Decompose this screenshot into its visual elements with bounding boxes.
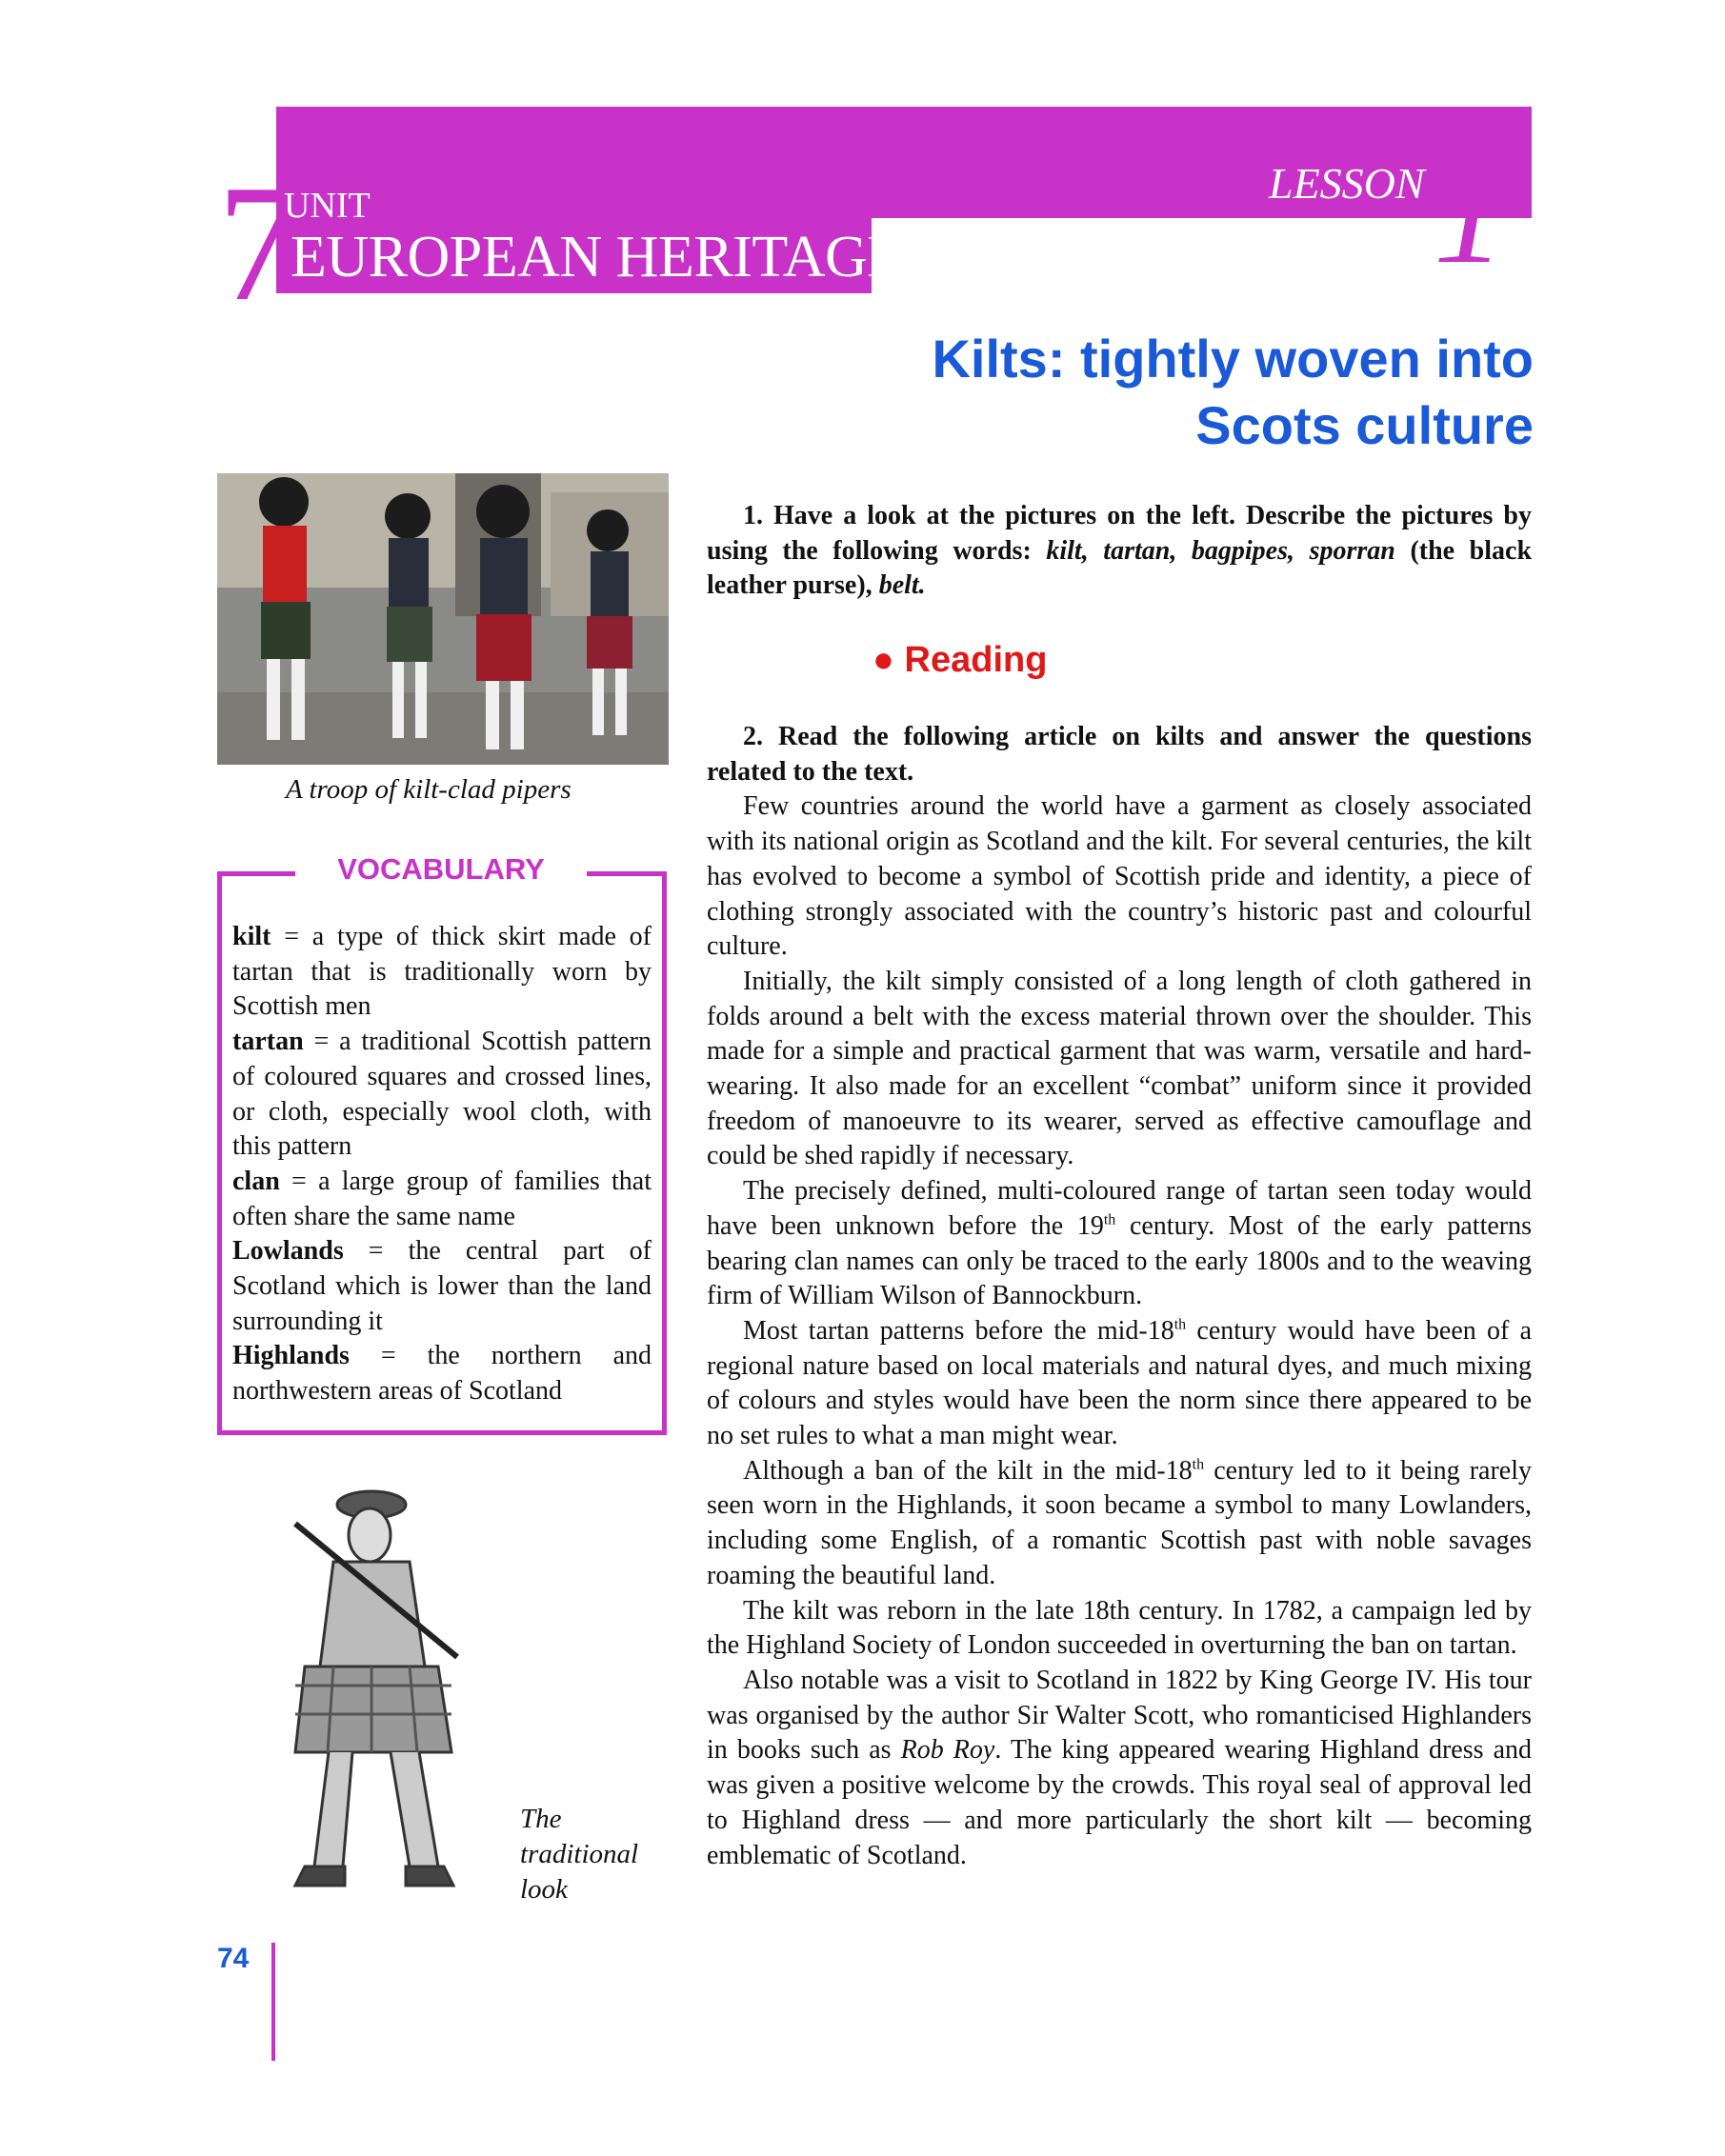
title-line-1: Kilts: tightly woven into — [932, 329, 1534, 389]
vocab-entry: tartan = a traditional Scottish pattern of coloured squares and crossed lines, or cloth, especially wool cloth, with this pattern — [232, 1027, 652, 1162]
article-paragraph: Few countries around the world have a garment as closely associated with its national origin as Scotland and the kilt. For several centuries, the kilt has evolved to become a symbol of Scottish pride and identity, a piece of clothing strongly associated with the country’s historic past and colourful culture. — [707, 791, 1532, 962]
article-paragraph: Initially, the kilt simply consisted of a long length of cloth gathered in folds around a belt with the excess material thrown over the shoulder. This made for a simple and practical garment that was warm, versatile and hard-wearing. It also made for an excellent “combat” uniform since it provided freedom of manoeuvre to its wearer, served as effective camouflage and could be shed rapidly if necessary. — [707, 966, 1532, 1171]
article-paragraph: The precisely defined, multi-coloured range of tartan seen today would have been unknown before the 19th century. Most of the early patterns bearing clan names can only be traced to the early 1800s and to the weaving firm of William Wilson of Bannockburn. — [707, 1176, 1532, 1311]
lesson-number: 1 — [1434, 135, 1505, 293]
article-paragraph: The kilt was reborn in the late 18th century. In 1782, a campaign led by the Highland Society of London succeeded in overturning the ban on tartan. — [707, 1595, 1532, 1661]
vocab-entry: clan = a large group of families that often share the same name — [232, 1166, 652, 1231]
bullet-icon: ● — [873, 640, 905, 680]
article-paragraph: Although a ban of the kilt in the mid-18th century led to it being rarely seen worn in the Highlands, it soon became a symbol to many Lowlanders, including some English, of a romantic Scottish past with noble savages roaming the beautiful land. — [707, 1455, 1533, 1590]
reading-heading: ● Reading — [873, 640, 1048, 680]
page-title — [857, 326, 1534, 459]
task-2: 2. Read the following article on kilts and answer the questions related to the text. — [707, 722, 1532, 787]
highlander-illustration — [238, 1467, 524, 1927]
unit-number: 7 — [217, 150, 301, 335]
vocabulary-heading: VOCABULARY — [337, 852, 545, 886]
unit-label: UNIT — [284, 186, 371, 226]
vocab-entry: kilt = a type of thick skirt made of tartan that is traditionally worn by Scottish men — [232, 922, 652, 1022]
illustration-caption: The traditional look — [520, 1804, 639, 1905]
photo-caption: A troop of kilt-clad pipers — [286, 774, 572, 805]
vocab-entry: Highlands = the northern and northwestern areas of Scotland — [232, 1341, 652, 1407]
vocab-entry: Lowlands = the central part of Scotland which is lower than the land surrounding it — [232, 1236, 652, 1336]
page-number: 74 — [217, 1943, 250, 1974]
pipers-photo — [217, 473, 669, 765]
article — [707, 720, 1532, 1873]
article-paragraph: Also notable was a visit to Scotland in 1822 by King George IV. His tour was organised by the author Sir Walter Scott, who romanticised Highlanders in books such as Rob Roy. The king appeared wearing Highland dress and was given a positive welcome by the crowds. This royal seal of approval led to Highland dress — and more particularly the short kilt — becoming emblematic of Scotland. — [707, 1665, 1533, 1870]
article-paragraph: Most tartan patterns before the mid-18th century would have been of a regional nature based on local materials and natural dyes, and much mixing of colours and styles would have been the norm since there appeared to be no set rules to what a man might wear. — [707, 1315, 1532, 1451]
vocabulary-list — [232, 920, 652, 1409]
task-1: 1. Have a look at the pictures on the left. Describe the pictures by using the following words: kilt, tartan, bagpipes, sporran (the black leather purse), belt. — [707, 501, 1533, 601]
lesson-label: LESSON — [1269, 159, 1425, 208]
title-line-2: Scots culture — [1195, 395, 1534, 455]
unit-title: EUROPEAN HERITAGE — [291, 225, 903, 289]
page-divider — [271, 1943, 275, 2061]
